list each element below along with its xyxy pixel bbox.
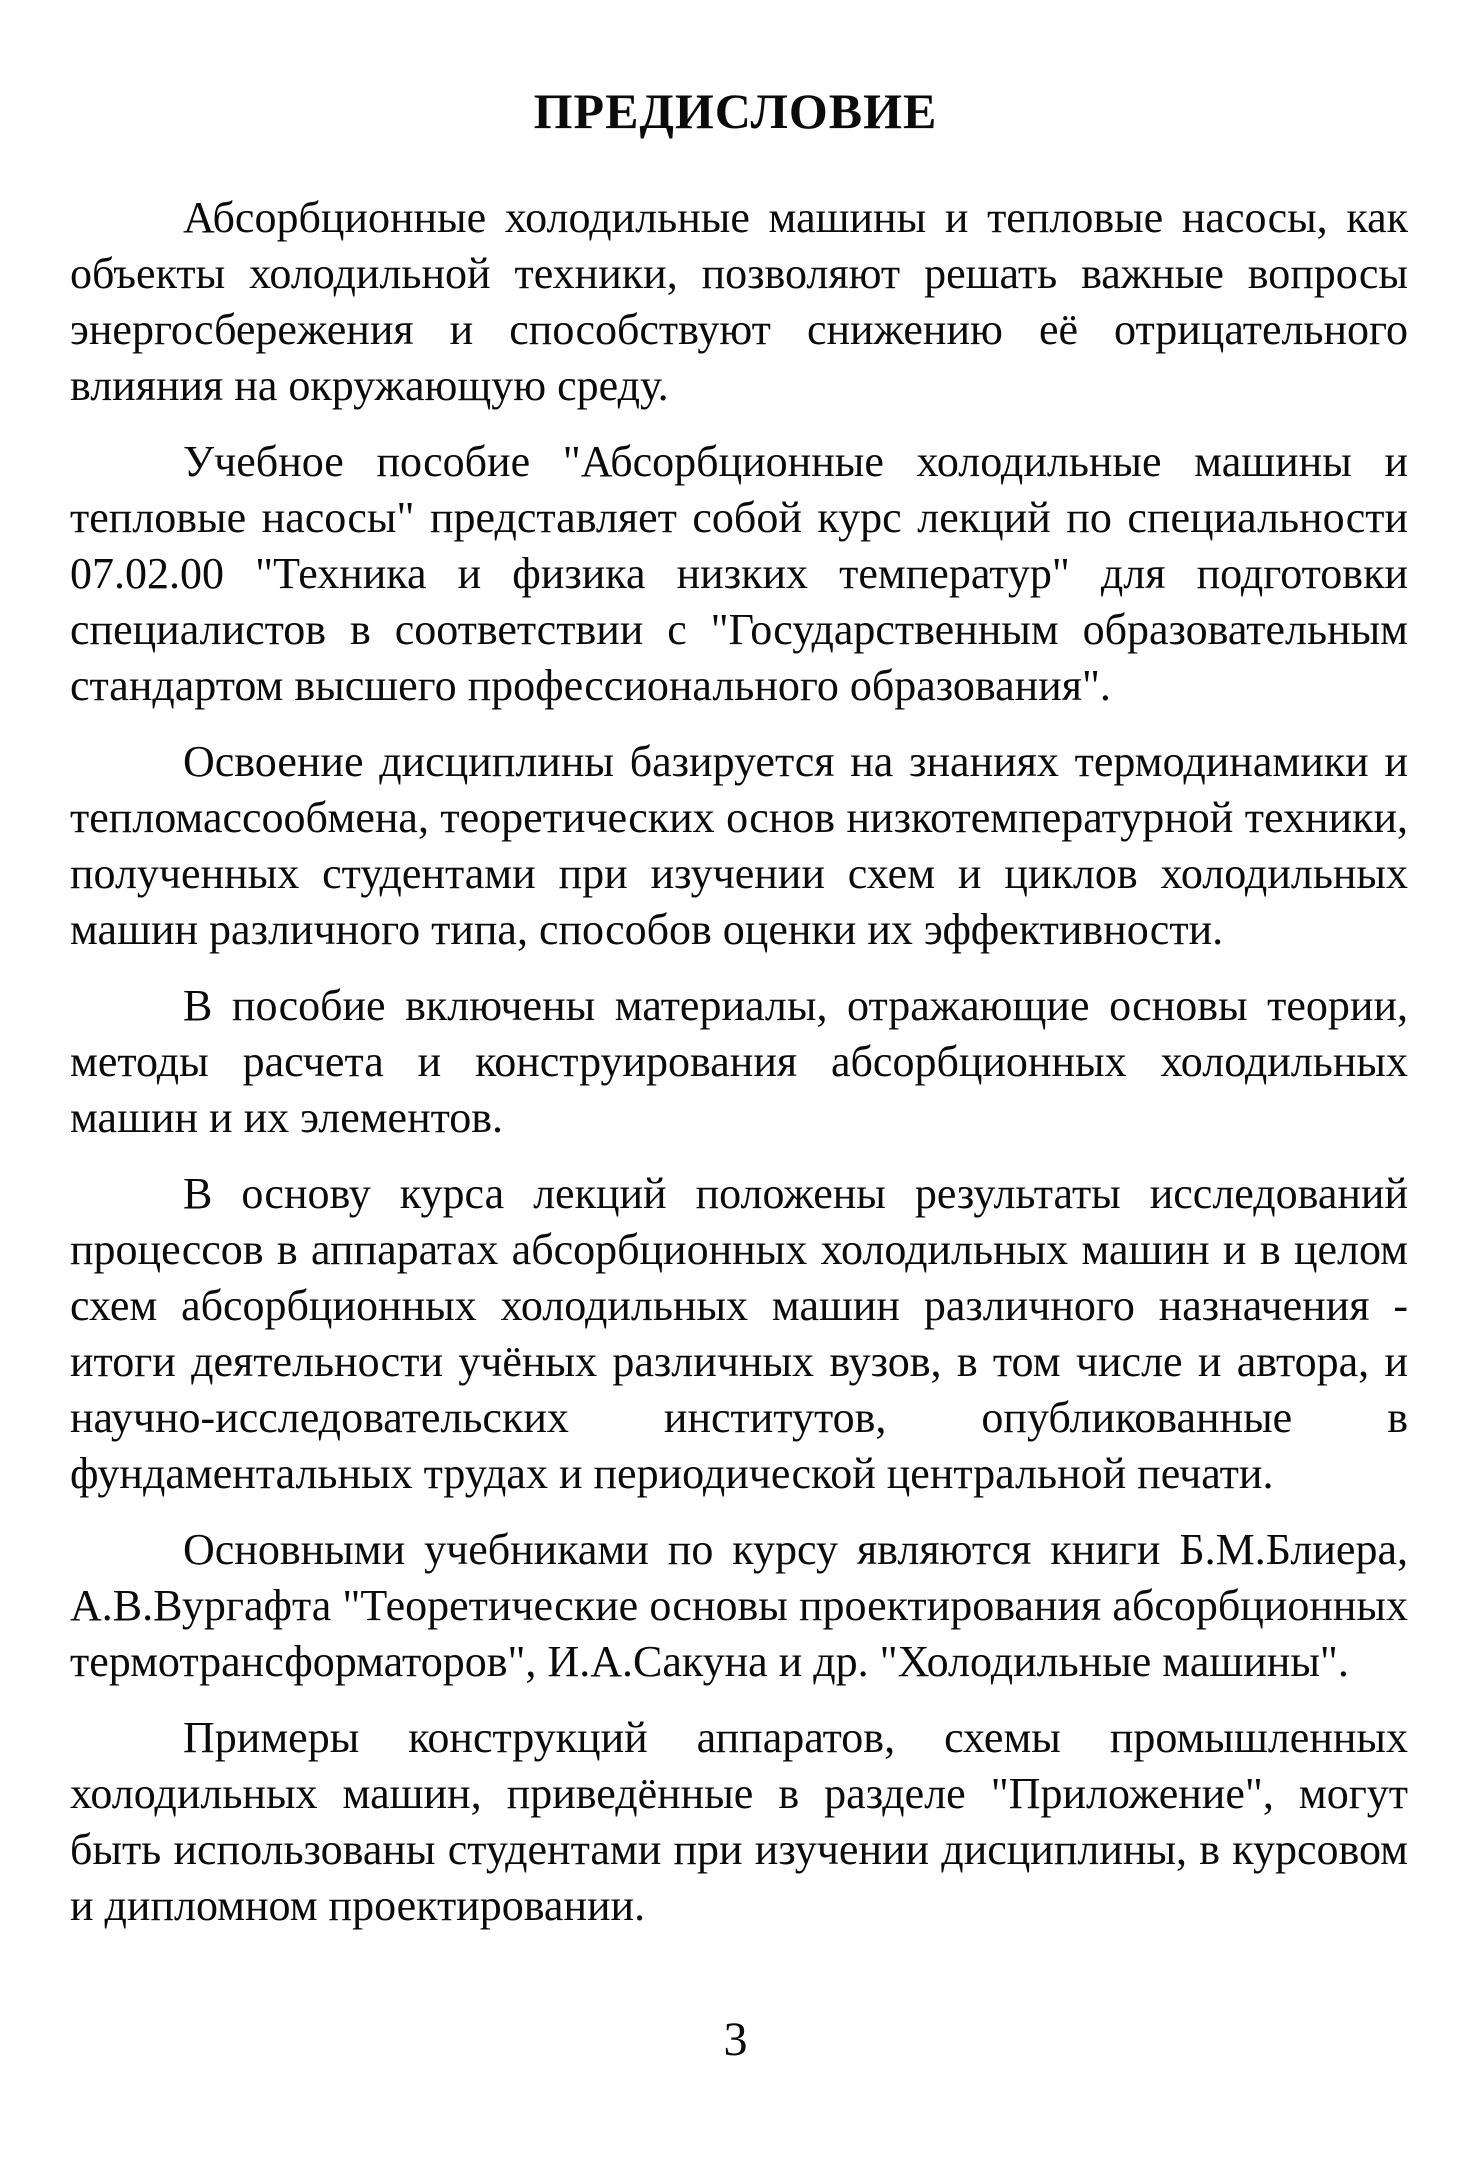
paragraph-7: Примеры конструкций аппаратов, схемы промышленных холодильных машин, приведённые в разделе "Приложение", могут быть использованы студентами при изучении дисциплины, в курсовом и дипломном проектировании. bbox=[70, 1713, 1408, 1930]
paragraph-1: Абсорбционные холодильные машины и тепловые насосы, как объекты холодильной техники, позволяют решать важные вопросы энергосбережения и способствуют снижению её отрицательного влияния на окружающую среду. bbox=[70, 193, 1408, 410]
page-title: ПРЕДИСЛОВИЕ bbox=[533, 83, 938, 139]
paragraph-4: В пособие включены материалы, отражающие основы теории, методы расчета и конструирования абсорбционных холодильных машин и их элементов. bbox=[70, 981, 1408, 1142]
paragraph-2: Учебное пособие "Абсорбционные холодильные машины и тепловые насосы" представляет собой курс лекций по специальности 07.02.00 "Техника и физика низких температур" для подготовки специалистов в соответствии с "Государственным образовательным стандартом высшего профессионального образования". bbox=[70, 437, 1408, 710]
paragraph-3: Освоение дисциплины базируется на знаниях термодинамики и тепломассообмена, теоретических основ низкотемпературной техники, полученных студентами при изучении схем и циклов холодильных машин различного типа, способов оценки их эффективности. bbox=[70, 737, 1408, 954]
paragraph-5: В основу курса лекций положены результаты исследований процессов в аппаратах абсорбционных холодильных машин и в целом схем абсорбционных холодильных машин различного назначения - итоги деятельности учёных различных вузов, в том числе и автора, и научно-исследовательских институтов, опубликованные в фундаментальных трудах и периодической центральной печати. bbox=[70, 1169, 1408, 1498]
page-number: 3 bbox=[723, 2013, 748, 2066]
body-text bbox=[70, 190, 1408, 1954]
paragraph-6: Основными учебниками по курсу являются книги Б.М.Блиера, А.В.Вургафта "Теоретические основы проектирования абсорбционных термотрансформаторов", И.А.Сакуна и др. "Холодильные машины". bbox=[70, 1525, 1408, 1686]
